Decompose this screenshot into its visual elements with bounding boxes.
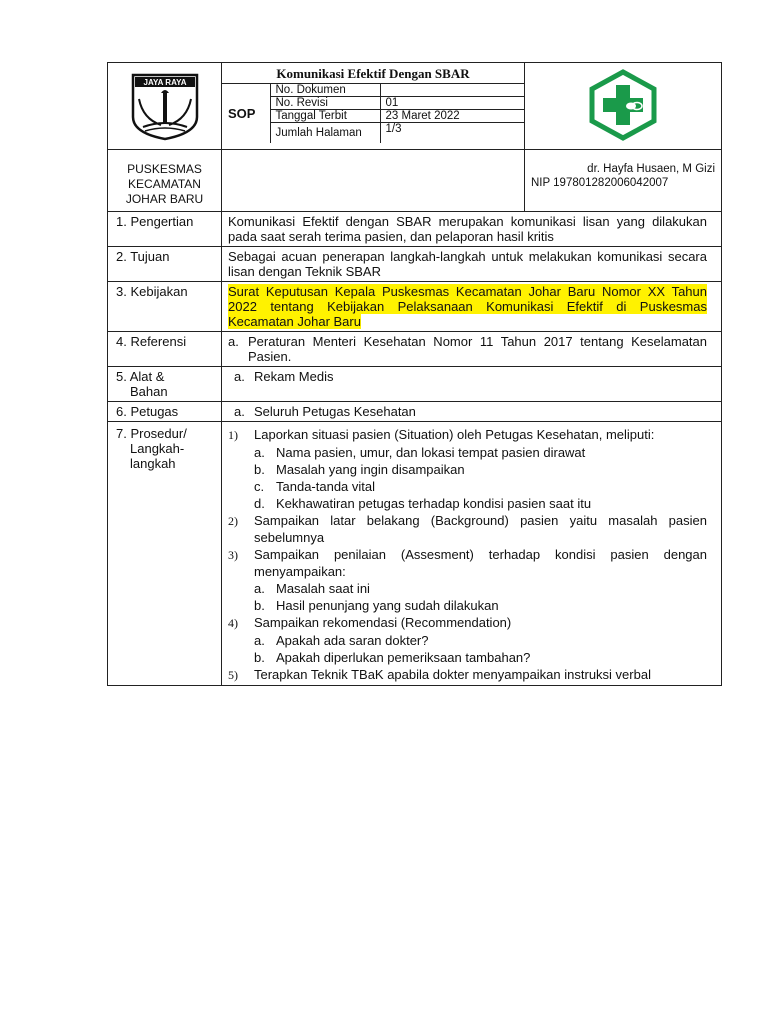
label-line: 5. Alat &	[116, 369, 165, 384]
step-text: Sampaikan penilaian (Assesment) terhadap kondisi pasien dengan menyampaikan:	[254, 547, 707, 579]
sop-label: SOP	[228, 105, 256, 121]
section-label-alat	[108, 367, 222, 402]
section-label-pengertian: 1. Pengertian	[108, 212, 222, 247]
field-label: No. Revisi	[270, 97, 380, 110]
procedure-steps	[228, 426, 707, 684]
jakarta-emblem-icon	[127, 69, 203, 141]
step-number: 5)	[228, 668, 238, 682]
substep-marker: c.	[254, 479, 265, 494]
list-item	[228, 334, 707, 364]
empty-cell	[222, 150, 525, 212]
procedure-substep	[254, 580, 707, 597]
section-content-alat	[222, 367, 722, 402]
org-line: KECAMATAN	[128, 177, 201, 191]
field-value: 01	[380, 97, 524, 110]
field-label: No. Dokumen	[270, 84, 380, 97]
emblem-text: JAYA RAYA	[143, 77, 186, 87]
substep-text: Kekhawatiran petugas terhadap kondisi pasien saat itu	[276, 496, 592, 511]
substep-marker: a.	[254, 581, 265, 596]
doc-title: Komunikasi Efektif Dengan SBAR	[222, 63, 524, 84]
field-label: Tanggal Terbit	[270, 110, 380, 123]
field-value: 1/3	[380, 123, 524, 144]
list-text: Rekam Medis	[254, 369, 334, 384]
section-label-tujuan: 2. Tujuan	[108, 247, 222, 282]
section-content-kebijakan	[222, 282, 722, 332]
substep-marker: b.	[254, 462, 265, 477]
list-marker: a.	[228, 334, 239, 349]
org-line: PUSKESMAS	[127, 162, 202, 176]
substep-marker: a.	[254, 445, 265, 460]
puskesmas-logo-icon	[587, 69, 659, 141]
doc-info-table	[222, 84, 524, 143]
substep-marker: b.	[254, 598, 265, 613]
procedure-substep	[254, 495, 707, 512]
procedure-step	[228, 512, 707, 546]
field-value: 23 Maret 2022	[380, 110, 524, 123]
list-item	[234, 404, 707, 419]
list-marker: a.	[234, 369, 245, 384]
procedure-step	[228, 426, 707, 444]
list-text: Seluruh Petugas Kesehatan	[254, 404, 416, 419]
procedure-substep	[254, 478, 707, 495]
label-line: Langkah-	[130, 441, 185, 456]
section-label-petugas: 6. Petugas	[108, 402, 222, 422]
highlighted-text: Surat Keputusan Kepala Puskesmas Kecamatan Johar Baru Nomor XX Tahun 2022 tentang Kebijakan Pelaksanaan Komunikasi Efektif di Puskesmas Kecamatan Johar Baru	[228, 284, 707, 329]
step-text: Sampaikan latar belakang (Background) pasien yaitu masalah pasien sebelumnya	[254, 513, 707, 545]
procedure-substep	[254, 597, 707, 614]
procedure-step	[228, 614, 707, 632]
step-text: Sampaikan rekomendasi (Recommendation)	[254, 615, 512, 630]
title-cell	[222, 63, 525, 150]
section-text-tujuan: Sebagai acuan penerapan langkah-langkah untuk melakukan komunikasi secara lisan dengan Teknik SBAR	[222, 247, 722, 282]
logo-left-cell	[108, 63, 222, 150]
sop-document	[107, 62, 721, 686]
step-number: 3)	[228, 548, 238, 562]
org-line: JOHAR BARU	[125, 192, 204, 206]
substep-text: Apakah diperlukan pemeriksaan tambahan?	[276, 650, 531, 665]
substep-marker: d.	[254, 496, 265, 511]
step-text: Laporkan situasi pasien (Situation) oleh Petugas Kesehatan, meliputi:	[254, 427, 655, 442]
section-label-prosedur	[108, 422, 222, 686]
section-content-referensi	[222, 332, 722, 367]
procedure-step	[228, 666, 707, 684]
substep-text: Masalah saat ini	[276, 581, 370, 596]
step-text: Terapkan Teknik TBaK apabila dokter menyampaikan instruksi verbal	[254, 667, 651, 682]
label-line: langkah	[130, 456, 176, 471]
substep-text: Masalah yang ingin disampaikan	[276, 462, 465, 477]
substep-text: Tanda-tanda vital	[276, 479, 376, 494]
list-item	[234, 369, 707, 384]
signer-nip: NIP 197801282006042007	[531, 177, 669, 189]
procedure-substep	[254, 649, 707, 666]
substep-text: Nama pasien, umur, dan lokasi tempat pasien dirawat	[276, 445, 586, 460]
procedure-substep	[254, 461, 707, 478]
signer-name: dr. Hayfa Husaen, M Gizi	[587, 163, 715, 175]
substep-text: Apakah ada saran dokter?	[276, 633, 429, 648]
list-marker: a.	[234, 404, 245, 419]
section-label-kebijakan: 3. Kebijakan	[108, 282, 222, 332]
section-label-referensi: 4. Referensi	[108, 332, 222, 367]
field-value	[380, 84, 524, 97]
sop-table	[107, 62, 722, 686]
section-content-petugas	[222, 402, 722, 422]
substep-marker: b.	[254, 650, 265, 665]
procedure-step	[228, 546, 707, 580]
substep-marker: a.	[254, 633, 265, 648]
procedure-substep	[254, 444, 707, 461]
list-text: Peraturan Menteri Kesehatan Nomor 11 Tahun 2017 tentang Keselamatan Pasien.	[248, 334, 707, 364]
org-cell	[108, 150, 222, 212]
step-number: 2)	[228, 514, 238, 528]
section-content-prosedur	[222, 422, 722, 686]
signer-cell	[525, 150, 722, 212]
substep-text: Hasil penunjang yang sudah dilakukan	[276, 598, 499, 613]
field-label: Jumlah Halaman	[270, 123, 380, 144]
section-text-pengertian: Komunikasi Efektif dengan SBAR merupakan komunikasi lisan yang dilakukan pada saat serah terima pasien, dan pelaporan hasil kritis	[222, 212, 722, 247]
logo-right-cell	[525, 63, 722, 150]
label-line: Bahan	[130, 384, 168, 399]
step-number: 1)	[228, 428, 238, 442]
label-line: 7. Prosedur/	[116, 426, 187, 441]
procedure-substep	[254, 632, 707, 649]
step-number: 4)	[228, 616, 238, 630]
